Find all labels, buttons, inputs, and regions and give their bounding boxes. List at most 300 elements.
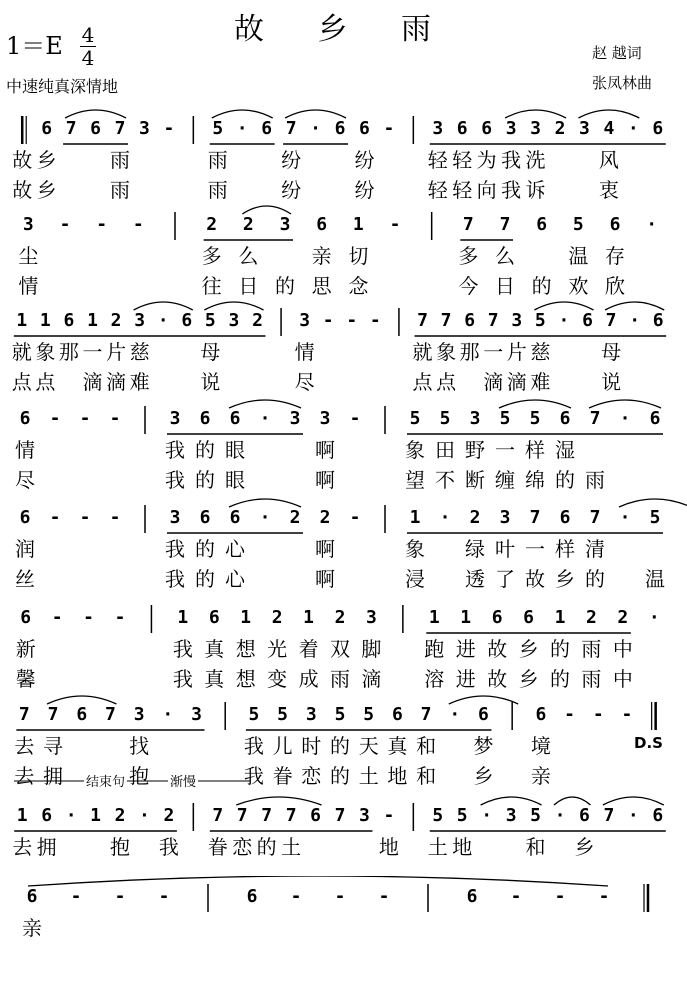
lyric-syllable: 野 bbox=[465, 438, 485, 462]
extension-dash: - bbox=[59, 214, 71, 235]
lyric-syllable: 诉 bbox=[525, 178, 546, 202]
note: 6 bbox=[491, 607, 503, 628]
note: 2 bbox=[271, 607, 283, 628]
note: 6 bbox=[478, 704, 489, 725]
lyric-syllable: 难 bbox=[530, 370, 551, 394]
note: 5 bbox=[534, 310, 546, 331]
augmentation-dot: · bbox=[646, 214, 658, 235]
extension-dash: - bbox=[114, 607, 126, 628]
note: 2 bbox=[289, 507, 301, 528]
lyric-syllable: 亲 bbox=[22, 916, 42, 940]
lyric-syllable: 的 bbox=[550, 637, 570, 661]
augmentation-dot: · bbox=[157, 310, 169, 331]
note: 5 bbox=[649, 507, 661, 528]
lyric-syllable: 那 bbox=[459, 340, 480, 364]
composer-credit: 张凤林曲 bbox=[592, 74, 653, 92]
slur bbox=[242, 206, 291, 214]
note: 3 bbox=[505, 805, 517, 826]
lyric-syllable: 故 bbox=[12, 148, 33, 172]
slur bbox=[505, 110, 566, 118]
lyric-syllable: 情 bbox=[294, 340, 315, 364]
extension-dash: - bbox=[51, 607, 63, 628]
lyric-syllable: 眷 bbox=[207, 835, 228, 859]
note: 2 bbox=[163, 805, 175, 826]
note: 3 bbox=[499, 507, 511, 528]
lyric-syllable: 断 bbox=[465, 468, 485, 492]
note: 6 bbox=[536, 214, 548, 235]
lyric-syllable: 的 bbox=[330, 764, 350, 788]
lyric-syllable: 洗 bbox=[525, 148, 546, 172]
staff-system-4 bbox=[0, 398, 687, 503]
lyric-syllable: 土 bbox=[427, 835, 448, 859]
note: 3 bbox=[579, 118, 590, 139]
extension-dash: - bbox=[96, 214, 108, 235]
slur bbox=[65, 110, 126, 118]
lyric-syllable: 片 bbox=[106, 340, 127, 364]
note: 6 bbox=[310, 805, 321, 826]
note: 3 bbox=[191, 704, 202, 725]
lyric-syllable: 天 bbox=[358, 734, 379, 758]
note: 6 bbox=[579, 805, 590, 826]
lyric-syllable: 一 bbox=[525, 537, 545, 561]
note: 6 bbox=[199, 507, 211, 528]
coda-label: 结束句 bbox=[84, 771, 127, 790]
lyric-syllable: 的 bbox=[555, 468, 575, 492]
note: 1 bbox=[16, 805, 28, 826]
time-signature bbox=[80, 24, 96, 69]
note: 3 bbox=[432, 118, 444, 139]
lyric-syllable: 润 bbox=[15, 537, 35, 561]
lyric-syllable: 往 bbox=[201, 274, 222, 298]
slur bbox=[285, 110, 346, 118]
lyric-syllable: 我 bbox=[172, 667, 193, 691]
note: 6 bbox=[181, 310, 193, 331]
lyric-syllable: 雨 bbox=[585, 468, 605, 492]
lyric-syllable: 象 bbox=[436, 340, 457, 364]
lyric-syllable: 的 bbox=[195, 468, 215, 492]
note: 6 bbox=[464, 310, 476, 331]
lyric-syllable: 拥 bbox=[36, 835, 57, 859]
extension-dash: - bbox=[378, 886, 390, 907]
note: 5 bbox=[334, 704, 346, 725]
augmentation-dot: · bbox=[259, 408, 271, 429]
lyric-syllable: 我 bbox=[165, 468, 185, 492]
note: 6 bbox=[316, 214, 328, 235]
augmentation-dot: · bbox=[162, 704, 174, 725]
lyric-syllable: 儿 bbox=[272, 734, 293, 758]
lyric-syllable: 跑 bbox=[424, 637, 445, 661]
lyric-syllable: 溶 bbox=[424, 667, 445, 691]
extension-dash: - bbox=[109, 507, 121, 528]
note: 7 bbox=[212, 805, 224, 826]
lyric-syllable: 着 bbox=[298, 637, 319, 661]
lyric-syllable: 和 bbox=[525, 835, 546, 859]
note: 6 bbox=[229, 507, 241, 528]
note: 6 bbox=[359, 118, 370, 139]
slur bbox=[589, 400, 661, 408]
staff-system-2 bbox=[0, 204, 687, 309]
extension-dash: - bbox=[349, 408, 361, 429]
note: 4 bbox=[603, 118, 615, 139]
lyric-syllable: 境 bbox=[530, 734, 551, 758]
lyric-syllable: 拥 bbox=[43, 764, 64, 788]
lyric-syllable: 亲 bbox=[530, 764, 551, 788]
slur bbox=[554, 797, 590, 805]
note: 7 bbox=[589, 507, 601, 528]
augmentation-dot: · bbox=[236, 118, 248, 139]
slur bbox=[236, 797, 321, 805]
note: 1 bbox=[39, 310, 51, 331]
lyric-syllable: 就 bbox=[11, 340, 32, 364]
lyric-syllable: 抱 bbox=[129, 764, 150, 788]
extension-dash: - bbox=[79, 408, 91, 429]
lyric-syllable: 心 bbox=[225, 567, 245, 591]
extension-dash: - bbox=[83, 607, 94, 628]
extension-dash: - bbox=[334, 886, 346, 907]
augmentation-dot: · bbox=[65, 805, 77, 826]
note: 2 bbox=[554, 118, 566, 139]
lyric-syllable: 乡 bbox=[36, 178, 57, 202]
slur bbox=[204, 302, 263, 310]
lyric-syllable: 的 bbox=[585, 567, 605, 591]
note: 3 bbox=[169, 507, 181, 528]
lyric-syllable: 轻 bbox=[427, 148, 448, 172]
lyric-syllable: 绿 bbox=[465, 537, 485, 561]
note: 6 bbox=[652, 118, 664, 139]
note: 5 bbox=[530, 805, 541, 826]
lyric-syllable: 滴 bbox=[361, 667, 382, 691]
extension-dash: - bbox=[322, 310, 334, 331]
lyric-syllable: 样 bbox=[525, 438, 545, 462]
note: 3 bbox=[530, 118, 541, 139]
note: 6 bbox=[456, 118, 468, 139]
lyric-syllable: 一 bbox=[82, 340, 103, 364]
extension-dash: - bbox=[346, 310, 358, 331]
lyric-syllable: 心 bbox=[225, 537, 245, 561]
lyric-syllable: 今 bbox=[458, 274, 479, 298]
slur bbox=[578, 110, 639, 118]
lyric-syllable: 我 bbox=[243, 734, 264, 758]
lyric-syllable: 恋 bbox=[301, 764, 322, 788]
lyric-syllable: 去 bbox=[12, 835, 33, 859]
lyric-syllable: 轻 bbox=[452, 178, 473, 202]
note: 6 bbox=[391, 704, 403, 725]
augmentation-dot: · bbox=[558, 310, 570, 331]
augmentation-dot: · bbox=[619, 408, 631, 429]
lyric-syllable: 变 bbox=[267, 667, 288, 691]
note: 3 bbox=[469, 408, 481, 429]
extension-dash: - bbox=[564, 704, 575, 725]
note: 6 bbox=[582, 310, 593, 331]
note: 7 bbox=[105, 704, 116, 725]
lyric-syllable: 去 bbox=[14, 764, 35, 788]
lyric-syllable: 滴 bbox=[506, 370, 527, 394]
extension-dash: - bbox=[70, 886, 82, 907]
extension-dash: - bbox=[510, 886, 522, 907]
lyric-syllable: 乡 bbox=[473, 764, 494, 788]
lyric-syllable: 点 bbox=[412, 370, 433, 394]
lyric-syllable: 一 bbox=[495, 438, 515, 462]
note: 3 bbox=[299, 310, 311, 331]
lyric-syllable: 抱 bbox=[110, 835, 130, 859]
augmentation-dot: · bbox=[619, 507, 631, 528]
lyric-syllable: 丝 bbox=[15, 567, 35, 591]
lyric-syllable: 的 bbox=[275, 274, 295, 298]
note: 6 bbox=[76, 704, 88, 725]
note: 3 bbox=[134, 310, 146, 331]
lyric-syllable: 纷 bbox=[354, 178, 375, 202]
augmentation-dot: · bbox=[439, 507, 451, 528]
lyric-syllable: 点 bbox=[35, 370, 56, 394]
note: 5 bbox=[499, 408, 511, 429]
note: 6 bbox=[19, 507, 31, 528]
lyric-syllable: 清 bbox=[585, 537, 605, 561]
note: 6 bbox=[26, 886, 38, 907]
staff-system-5 bbox=[0, 497, 687, 602]
note: 5 bbox=[409, 408, 421, 429]
slur bbox=[481, 797, 542, 805]
lyric-syllable: 象 bbox=[405, 438, 425, 462]
lyric-syllable: 地 bbox=[452, 835, 473, 859]
lyric-syllable: 湿 bbox=[555, 438, 575, 462]
note: 5 bbox=[277, 704, 289, 725]
lyric-syllable: 纷 bbox=[281, 178, 302, 202]
lyric-syllable: 样 bbox=[555, 537, 575, 561]
lyric-syllable: 日 bbox=[238, 274, 259, 298]
lyric-syllable: 点 bbox=[436, 370, 457, 394]
lyric-syllable: 透 bbox=[465, 567, 485, 591]
lyric-syllable: 纷 bbox=[281, 148, 302, 172]
lyric-syllable: 雨 bbox=[110, 178, 130, 202]
lyric-syllable: 慈 bbox=[129, 340, 150, 364]
lyric-syllable: 中 bbox=[612, 667, 633, 691]
lyric-syllable: 找 bbox=[129, 734, 150, 758]
lyric-syllable: 真 bbox=[204, 667, 225, 691]
lyric-syllable: 念 bbox=[348, 274, 369, 298]
note: 6 bbox=[229, 408, 241, 429]
lyric-syllable: 温 bbox=[645, 567, 665, 591]
lyric-syllable: 缠 bbox=[495, 468, 515, 492]
lyric-syllable: 双 bbox=[330, 637, 350, 661]
note: 3 bbox=[511, 310, 523, 331]
extension-dash: - bbox=[383, 118, 395, 139]
extension-dash: - bbox=[158, 886, 170, 907]
lyric-syllable: 土 bbox=[281, 835, 302, 859]
note: 2 bbox=[114, 805, 126, 826]
lyric-syllable: 片 bbox=[506, 340, 527, 364]
lyric-syllable: 尽 bbox=[15, 468, 35, 492]
lyric-syllable: 滴 bbox=[483, 370, 504, 394]
lyric-syllable: 说 bbox=[601, 370, 622, 394]
lyric-syllable: 地 bbox=[387, 764, 408, 788]
lyric-syllable: 我 bbox=[165, 438, 185, 462]
slur bbox=[605, 302, 664, 310]
lyric-syllable: 我 bbox=[165, 537, 185, 561]
note: 7 bbox=[462, 214, 474, 235]
extension-dash: - bbox=[554, 886, 566, 907]
note: 5 bbox=[204, 310, 216, 331]
slur bbox=[47, 696, 116, 704]
extension-dash: - bbox=[349, 507, 361, 528]
lyric-syllable: 故 bbox=[525, 567, 545, 591]
lyric-syllable: 眼 bbox=[225, 438, 245, 462]
lyric-syllable: 情 bbox=[18, 274, 39, 298]
note: 7 bbox=[589, 408, 601, 429]
tempo-marking: 中速纯真深情地 bbox=[6, 77, 119, 96]
lyric-syllable: 啊 bbox=[315, 468, 335, 492]
lyric-syllable: 多 bbox=[201, 244, 222, 268]
note: 1 bbox=[87, 310, 98, 331]
augmentation-dot: · bbox=[449, 704, 461, 725]
note: 6 bbox=[208, 607, 220, 628]
note: 2 bbox=[617, 607, 629, 628]
lyric-syllable: 的 bbox=[531, 274, 552, 298]
note: 3 bbox=[289, 408, 301, 429]
lyric-syllable: 欢 bbox=[568, 274, 589, 298]
note: 6 bbox=[649, 408, 661, 429]
lyric-syllable: 叶 bbox=[495, 537, 515, 561]
note: 3 bbox=[279, 214, 291, 235]
lyric-syllable: 轻 bbox=[452, 148, 473, 172]
extension-dash: - bbox=[114, 886, 126, 907]
lyric-syllable: 日 bbox=[495, 274, 515, 298]
slur bbox=[229, 400, 301, 408]
slur bbox=[212, 110, 273, 118]
note: 6 bbox=[261, 118, 273, 139]
extension-dash: - bbox=[163, 118, 175, 139]
extension-dash: - bbox=[621, 704, 633, 725]
lyric-syllable: 说 bbox=[200, 370, 221, 394]
note: 6 bbox=[609, 214, 621, 235]
note: 6 bbox=[523, 607, 534, 628]
lyric-syllable: 雨 bbox=[581, 637, 602, 661]
lyric-syllable: 滴 bbox=[82, 370, 103, 394]
note: 2 bbox=[586, 607, 597, 628]
extension-dash: - bbox=[132, 214, 144, 235]
note: 7 bbox=[605, 310, 617, 331]
lyric-syllable: 和 bbox=[416, 734, 437, 758]
augmentation-dot: · bbox=[259, 507, 271, 528]
slur bbox=[134, 302, 193, 310]
lyric-syllable: 象 bbox=[35, 340, 56, 364]
lyric-syllable: 么 bbox=[495, 244, 515, 268]
extension-dash: - bbox=[383, 805, 395, 826]
note: 7 bbox=[285, 805, 297, 826]
note: 2 bbox=[252, 310, 263, 331]
lyric-syllable: 乡 bbox=[518, 637, 539, 661]
note: 5 bbox=[432, 805, 444, 826]
note: 6 bbox=[19, 408, 31, 429]
lyric-syllable: 望 bbox=[405, 468, 425, 492]
lyric-syllable: 眷 bbox=[272, 764, 293, 788]
lyric-syllable: 的 bbox=[256, 835, 277, 859]
lyric-syllable: 尘 bbox=[18, 244, 39, 268]
lyric-syllable: 我 bbox=[165, 567, 185, 591]
note: 6 bbox=[559, 408, 571, 429]
lyric-syllable: 时 bbox=[301, 734, 322, 758]
note: 6 bbox=[90, 118, 101, 139]
lyric-syllable: 光 bbox=[267, 637, 288, 661]
lyric-syllable: 滴 bbox=[106, 370, 127, 394]
slur bbox=[619, 499, 687, 507]
staff-system-3 bbox=[0, 300, 687, 405]
note: 7 bbox=[65, 118, 77, 139]
extension-dash: - bbox=[592, 704, 604, 725]
lyric-syllable: 想 bbox=[235, 637, 256, 661]
note: 7 bbox=[47, 704, 59, 725]
augmentation-dot: · bbox=[139, 805, 150, 826]
lyric-syllable: 欣 bbox=[605, 274, 625, 298]
lyric-syllable: 故 bbox=[12, 178, 33, 202]
augmentation-dot: · bbox=[627, 805, 639, 826]
note: 5 bbox=[439, 408, 451, 429]
lyric-syllable: 点 bbox=[11, 370, 32, 394]
lyric-syllable: 的 bbox=[195, 567, 215, 591]
extension-dash: - bbox=[109, 408, 121, 429]
lyric-syllable: 雨 bbox=[207, 148, 228, 172]
note: 1 bbox=[554, 607, 566, 628]
lyric-syllable: 我 bbox=[172, 637, 193, 661]
note: 2 bbox=[110, 310, 122, 331]
note: 1 bbox=[16, 310, 28, 331]
extension-dash: - bbox=[389, 214, 401, 235]
augmentation-dot: · bbox=[629, 310, 641, 331]
lyric-syllable: 一 bbox=[483, 340, 504, 364]
note: 7 bbox=[420, 704, 432, 725]
note: 6 bbox=[41, 118, 53, 139]
lyric-syllable: 绵 bbox=[525, 468, 545, 492]
note: 5 bbox=[456, 805, 468, 826]
lyric-syllable: 脚 bbox=[361, 637, 382, 661]
note: 6 bbox=[334, 118, 346, 139]
augmentation-dot: · bbox=[310, 118, 321, 139]
lyric-syllable: 的 bbox=[195, 537, 215, 561]
note: 3 bbox=[139, 118, 150, 139]
note: 5 bbox=[248, 704, 260, 725]
note: 6 bbox=[535, 704, 547, 725]
dal-segno-mark: D.S bbox=[634, 734, 663, 752]
lyric-syllable: 啊 bbox=[315, 537, 335, 561]
note: 1 bbox=[177, 607, 189, 628]
note: 1 bbox=[428, 607, 440, 628]
lyric-syllable: 馨 bbox=[15, 667, 36, 691]
lyric-syllable: 寻 bbox=[43, 734, 64, 758]
lyric-syllable: 和 bbox=[416, 764, 437, 788]
extension-dash: - bbox=[290, 886, 302, 907]
lyric-syllable: 田 bbox=[435, 438, 455, 462]
augmentation-dot: · bbox=[554, 805, 566, 826]
note: 7 bbox=[417, 310, 428, 331]
extension-dash: - bbox=[369, 310, 381, 331]
lyric-syllable: 了 bbox=[495, 567, 515, 591]
note: 7 bbox=[499, 214, 511, 235]
note: 3 bbox=[228, 310, 240, 331]
lyric-syllable: 向 bbox=[476, 178, 497, 202]
lyric-syllable: 想 bbox=[235, 667, 256, 691]
lyric-syllable: 我 bbox=[501, 178, 522, 202]
note: 2 bbox=[319, 507, 331, 528]
tie bbox=[28, 876, 608, 886]
note: 7 bbox=[603, 805, 615, 826]
lyric-syllable: 真 bbox=[387, 734, 408, 758]
lyric-syllable: 就 bbox=[412, 340, 433, 364]
song-title: 故 乡 雨 bbox=[233, 12, 454, 47]
lyric-syllable: 纷 bbox=[354, 148, 375, 172]
lyric-syllable: 我 bbox=[501, 148, 522, 172]
note: 5 bbox=[572, 214, 584, 235]
extension-dash: - bbox=[79, 507, 91, 528]
lyric-syllable: 那 bbox=[58, 340, 79, 364]
